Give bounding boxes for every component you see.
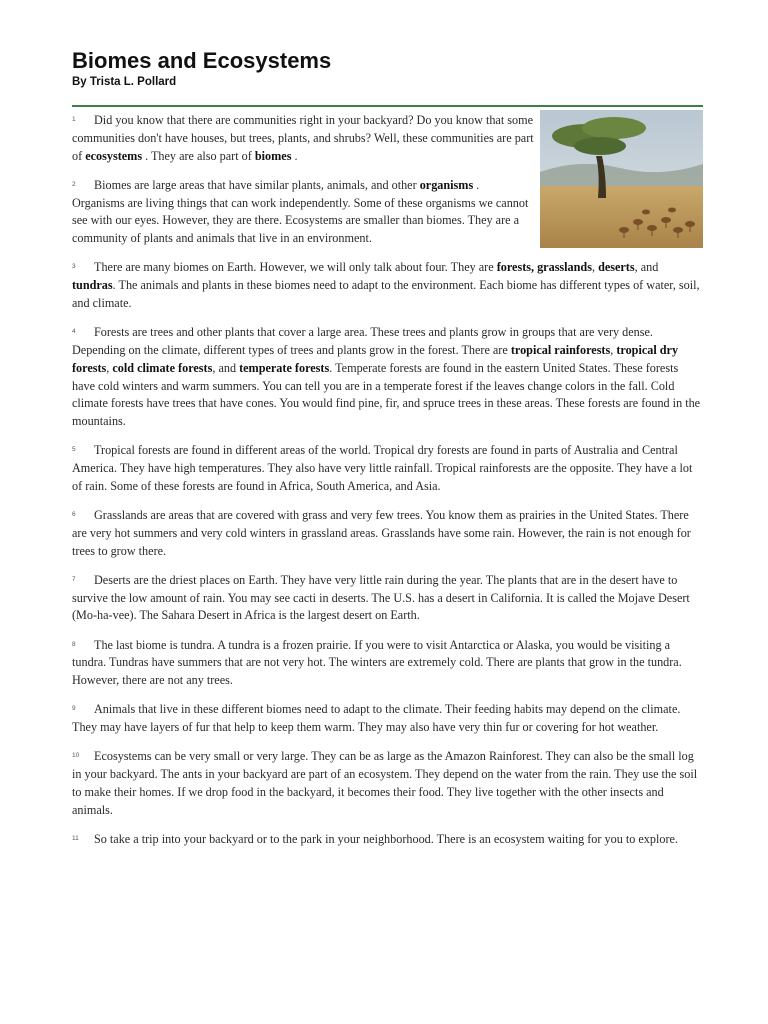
key-term: organisms [419,177,474,192]
paragraph-text: . Organisms are living things that can work independently. Some of these organisms we cannot see with our eyes. However, they are there. Ecosystems are smaller than biomes. They are a community of plants and animals that live in an environment. [72,177,529,246]
paragraph-text: . The animals and plants in these biomes need to adapt to the environment. Each biome has different types of water, soil, and climate. [72,278,700,310]
paragraph-7 [72,571,703,625]
paragraph-3 [72,258,703,312]
paragraph-9 [72,700,703,737]
paragraph-number: 3 [72,263,76,271]
paragraph-number: 4 [72,328,76,336]
article-body [72,111,703,859]
paragraph-5 [72,441,703,495]
paragraph-text: . [291,148,298,163]
key-term: forests, grasslands [496,260,592,275]
paragraph-number: 6 [72,511,76,519]
key-term: biomes [254,148,292,163]
paragraph-text: , [106,360,113,375]
paragraph-text: Did you know that there are communities right in your backyard? Do you know that some communities don't have houses, but trees, plants, and shrubs? Well, these communities are part of [72,113,534,163]
title-rule [72,105,703,107]
paragraph-1 [72,111,538,165]
key-term: cold climate forests [112,360,213,375]
paragraph-8 [72,636,703,690]
paragraph-text: There are many biomes on Earth. However, we will only talk about four. They are [94,260,497,275]
paragraph-number: 7 [72,575,76,583]
paragraph-text: , [591,260,599,275]
key-term: deserts [598,260,635,275]
byline: By Trista L. Pollard [72,76,177,88]
paragraph-text: , and [212,360,240,375]
paragraph-text: . Temperate forests are found in the eastern United States. These forests have cold winters and warm summers. You can tell you are in a temperate forest if the leaves change colors in the fall. Cold climate forests have trees that have cones. You would find pine, fir, and spruce trees in these areas. These forests are found in the mountains. [72,360,701,429]
paragraph-2 [72,176,703,248]
paragraph-number: 5 [72,446,76,454]
paragraph-text: Biomes are large areas that have similar plants, animals, and other [94,177,420,192]
paragraph-text: , [610,342,617,357]
paragraph-number: 2 [72,180,76,188]
paragraph-4 [72,323,703,431]
paragraph-6 [72,506,703,560]
paragraph-text: Deserts are the driest places on Earth. They have very little rain during the year. The plants that are in the desert have to survive the low amount of rain. You may see cacti in deserts. The U.S. has a desert in California. It is called the Mojave Desert (Mo-ha-vee). The Sahara Desert in Africa is the largest desert on Earth. [72,572,690,623]
paragraph-text: , and [634,260,659,275]
paragraph-number: 10 [72,752,80,760]
key-term: tundras [72,278,113,293]
paragraph-text: Grasslands are areas that are covered with grass and very few trees. You know them as prairies in the United States. There are very hot summers and very cold winters in grassland areas. Grasslands have some rain. However, the rain is not enough for trees to grow there. [72,508,691,558]
paragraph-number: 1 [72,116,76,123]
key-term: ecosystems [85,148,143,163]
paragraph-text: Animals that live in these different biomes need to adapt to the climate. Their feeding habits may depend on the climate. They may have layers of fur that help to keep them warm. They may also have very thin fur or covering for hot weather. [72,702,681,735]
paragraph-11 [72,830,703,849]
key-term: tropical rainforests [510,342,611,357]
paragraph-text: So take a trip into your backyard or to the park in your neighborhood. There is an ecosystem waiting for you to explore. [94,832,678,846]
paragraph-number: 9 [72,705,76,713]
paragraph-text: Tropical forests are found in different areas of the world. Tropical dry forests are found in parts of Australia and Central America. They have high temperatures. They also have very little rainfall. Tropical rainforests are the opposite. They have a lot of rain. Some of these forests are found in Africa, South America, and Asia. [72,443,693,493]
paragraph-number: 8 [72,640,76,648]
paragraph-text: . They are also part of [142,148,255,163]
photo-float-spacer [533,176,703,248]
key-term: tropical dry forests [72,342,679,375]
paragraph-text: The last biome is tundra. A tundra is a frozen prairie. If you were to visit Antarctica or Alaska, you would be visiting a tundra. Tundras have summers that are not very hot. The winters are extremely cold. There are plants that grow in the tundra. However, there are not any trees. [72,637,682,688]
key-term: temperate forests [239,360,330,375]
paragraph-number: 11 [72,835,79,842]
paragraph-text: Forests are trees and other plants that cover a large area. These trees and plants grow in groups that are very dense. Depending on the climate, different types of trees and plants grow in the forest. There are [72,325,653,357]
paragraph-10 [72,747,703,819]
document-title: Biomes and Ecosystems [72,48,332,73]
paragraph-text: Ecosystems can be very small or very large. They can be as large as the Amazon Rainforest. They can also be the small log in your backyard. The ants in your backyard are part of an ecosystem. They depend on the water from the rain. They use the soil to make their homes. If we drop food in the backyard, it becomes their food. They live together with the other insects and animals. [72,749,698,817]
